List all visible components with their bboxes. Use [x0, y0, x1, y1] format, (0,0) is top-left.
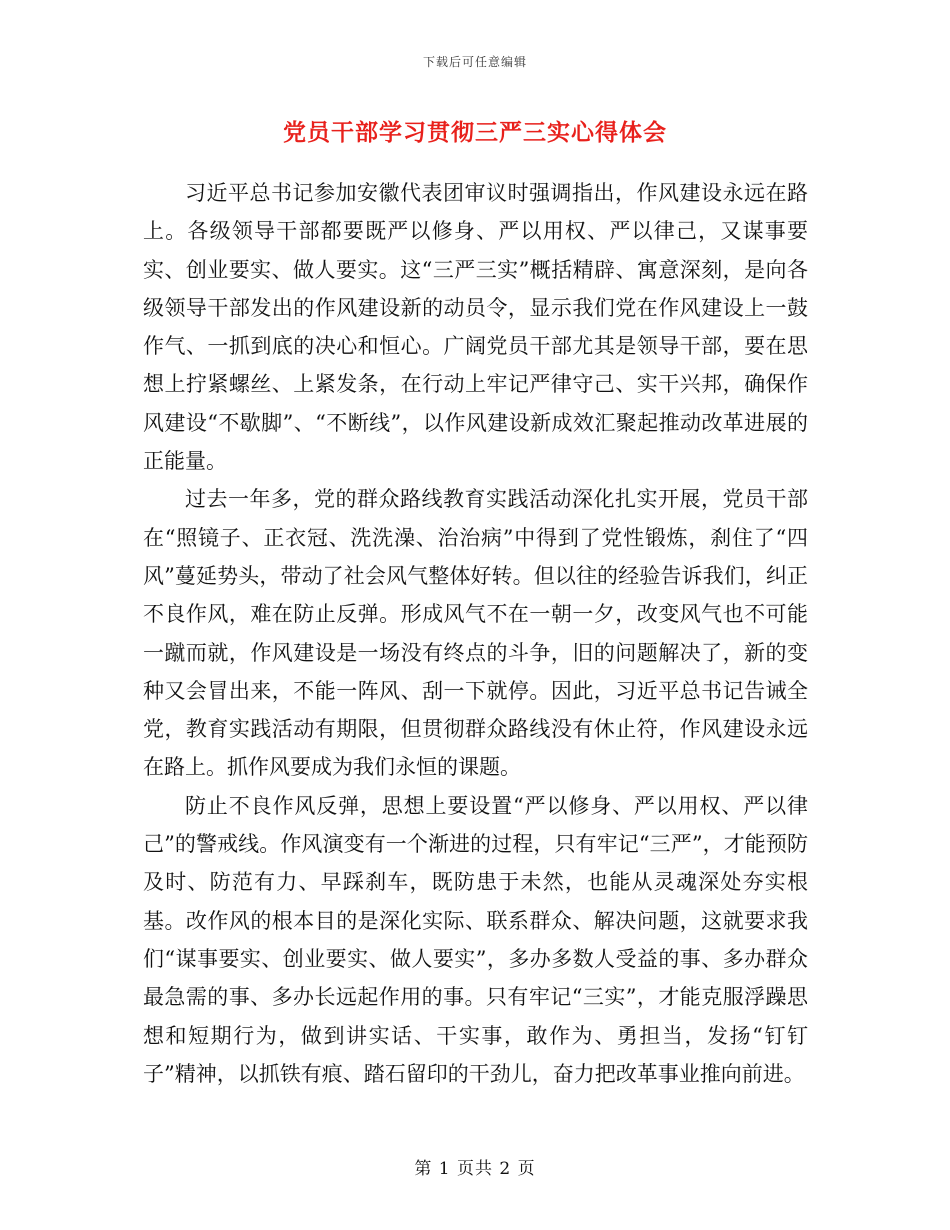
header-note: 下载后可任意编辑 — [422, 55, 527, 69]
paragraph-1: 习近平总书记参加安徽代表团审议时强调指出，作风建设永远在路上。各级领导干部都要既严以修身、严以用权、严以律己，又谋事要实、创业要实、做人要实。这“三严三实”概括精辟、寓意深刻，是向各级领导干部发出的作风建设新的动员令，显示我们党在作风建设上一鼓作气、一抓到底的决心和恒心。广阔党员干部尤其是领导干部，要在思想上拧紧螺丝、上紧发条，在行动上牢记严律守己、实干兴邦，确保作风建设“不歇脚”、“不断线”，以作风建设新成效汇聚起推动改革进展的正能量。 — [143, 181, 808, 474]
paragraph-3: 防止不良作风反弹，思想上要设置“严以修身、严以用权、严以律己”的警戒线。作风演变有一个渐进的过程，只有牢记“三严”，才能预防及时、防范有力、早踩刹车，既防患于未然，也能从灵魂深处夯实根基。改作风的根本目的是深化实际、联系群众、解决问题，这就要求我们“谋事要实、创业要实、做人要实”，多办多数人受益的事、多办群众最急需的事、多办长远起作用的事。只有牢记“三实”，才能克服浮躁思想和短期行为，做到讲实话、干实事，敢作为、勇担当，发扬“钉钉子”精神，以抓铁有痕、踏石留印的干劲儿，奋力把改革事业推向前进。 — [143, 793, 808, 1086]
page-number: 第 1 页共 2 页 — [414, 1159, 536, 1179]
document-body — [143, 174, 808, 1093]
paragraph-2: 过去一年多，党的群众路线教育实践活动深化扎实开展，党员干部在“照镜子、正衣冠、洗洗澡、治治病”中得到了党性锻炼，刹住了“四风”蔓延势头，带动了社会风气整体好转。但以往的经验告诉我们，纠正不良作风，难在防止反弹。形成风气不在一朝一夕，改变风气也不可能一蹴而就，作风建设是一场没有终点的斗争，旧的问题解决了，新的变种又会冒出来，不能一阵风、刮一下就停。因此，习近平总书记告诫全党，教育实践活动有期限，但贯彻群众路线没有休止符，作风建设永远在路上。抓作风要成为我们永恒的课题。 — [143, 487, 808, 780]
document-title: 党员干部学习贯彻三严三实心得体会 — [283, 119, 667, 146]
